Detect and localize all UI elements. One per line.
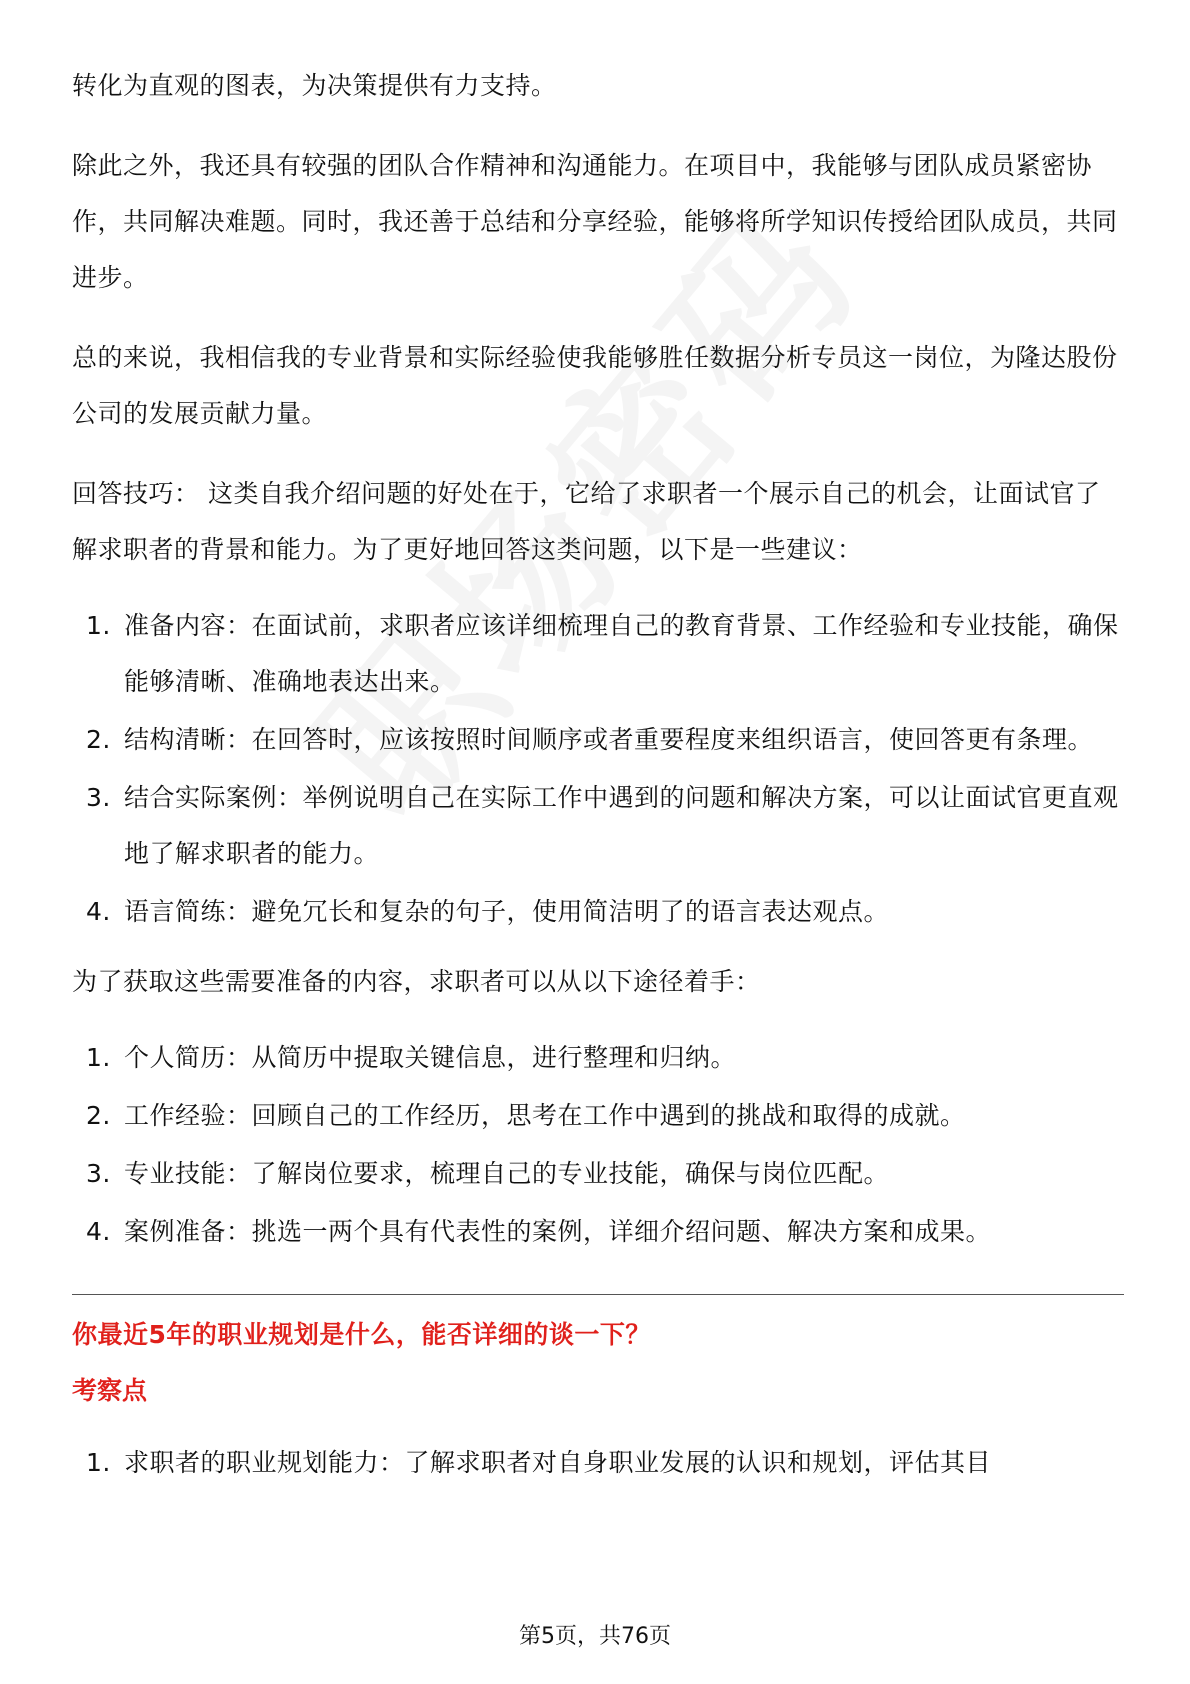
list-text: 个人简历：从简历中提取关键信息，进行整理和归纳。 [124,1043,737,1072]
list-text: 专业技能：了解岗位要求，梳理自己的专业技能，确保与岗位匹配。 [124,1159,890,1188]
list-text: 语言简练：避免冗长和复杂的句子，使用简洁明了的语言表达观点。 [124,897,890,926]
assessment-points-list [72,1435,1122,1491]
list-item [72,1435,1122,1491]
page-number-footer: 第5页，共76页 [519,1624,671,1649]
list-number: 1. [86,611,111,640]
list-item [72,1146,1122,1202]
list-text: 结合实际案例：举例说明自己在实际工作中遇到的问题和解决方案，可以让面试官更直观地了解求职者的能力。 [124,783,1119,868]
list-item [72,1030,1122,1086]
section-divider [72,1294,1124,1295]
list-number: 2. [86,1101,111,1130]
list-item [72,884,1122,940]
prep-list [72,1030,1122,1260]
tips-list [72,598,1122,940]
question-heading: 你最近5年的职业规划是什么，能否详细的谈一下？ [72,1320,651,1349]
list-text: 工作经验：回顾自己的工作经历，思考在工作中遇到的挑战和取得的成就。 [124,1101,966,1130]
list-text: 求职者的职业规划能力：了解求职者对自身职业发展的认识和规划，评估其目 [124,1448,992,1477]
paragraph-teamwork: 除此之外，我还具有较强的团队合作精神和沟通能力。在项目中，我能够与团队成员紧密协作，共同解决难题。同时，我还善于总结和分享经验，能够将所学知识传授给团队成员，共同进步。 [72,151,1118,292]
paragraph-summary: 总的来说，我相信我的专业背景和实际经验使我能够胜任数据分析专员这一岗位，为隆达股份公司的发展贡献力量。 [72,343,1118,428]
list-number: 1. [86,1448,111,1477]
list-number: 2. [86,725,111,754]
paragraph-answer-tips: 回答技巧： 这类自我介绍问题的好处在于，它给了求职者一个展示自己的机会，让面试官了解求职者的背景和能力。为了更好地回答这类问题，以下是一些建议： [72,479,1101,564]
list-item [72,1088,1122,1144]
page-content [72,58,1122,1493]
list-number: 1. [86,1043,111,1072]
list-item [72,770,1122,882]
list-item [72,598,1122,710]
list-number: 4. [86,897,111,926]
list-item [72,1204,1122,1260]
list-number: 4. [86,1217,111,1246]
paragraph-continuation: 转化为直观的图表，为决策提供有力支持。 [72,71,557,100]
list-text: 准备内容：在面试前，求职者应该详细梳理自己的教育背景、工作经验和专业技能，确保能够清晰、准确地表达出来。 [124,611,1119,696]
paragraph-prep-intro: 为了获取这些需要准备的内容，求职者可以从以下途径着手： [72,967,761,996]
list-number: 3. [86,1159,111,1188]
list-text: 案例准备：挑选一两个具有代表性的案例，详细介绍问题、解决方案和成果。 [124,1217,992,1246]
subheading-assessment-points: 考察点 [72,1376,148,1405]
list-number: 3. [86,783,111,812]
list-text: 结构清晰：在回答时，应该按照时间顺序或者重要程度来组织语言，使回答更有条理。 [124,725,1094,754]
list-item [72,712,1122,768]
